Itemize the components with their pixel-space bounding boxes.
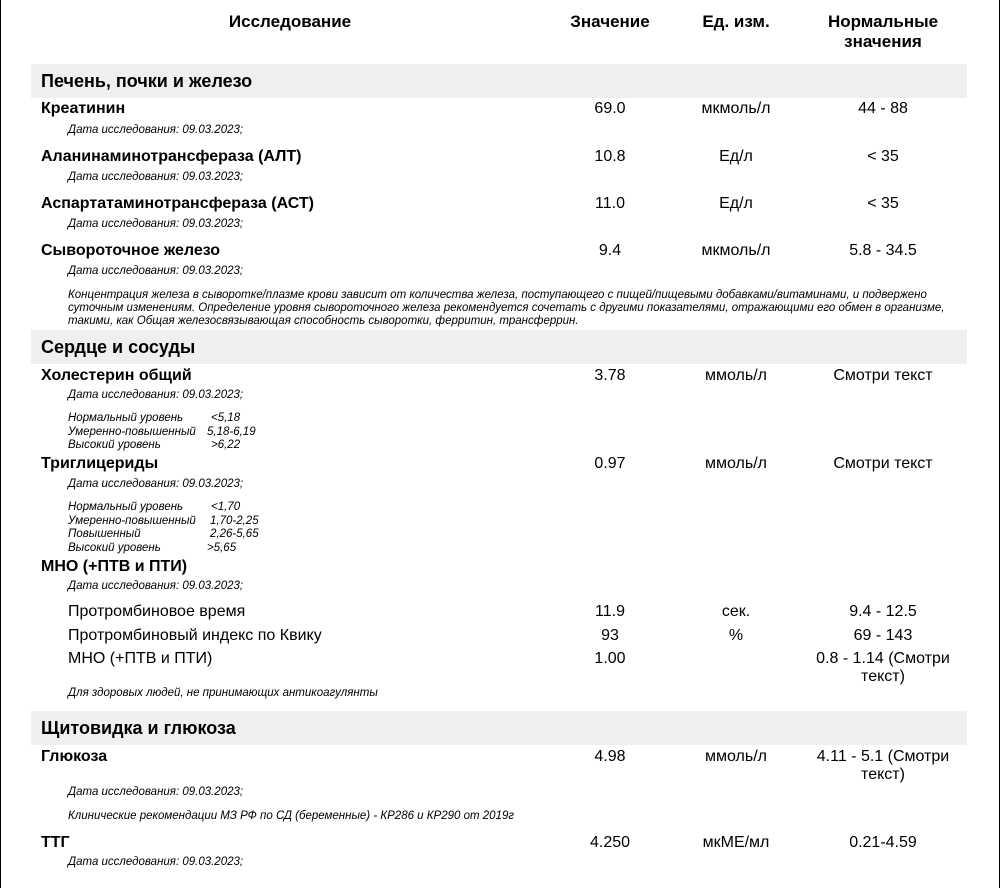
subtest-name: Протромбиновое время: [68, 603, 246, 620]
test-value: 0.97: [594, 455, 626, 472]
test-norm: 9.4 - 12.5: [849, 603, 917, 620]
test-name: Глюкоза: [41, 748, 108, 765]
section-title: Сердце и сосуды: [41, 337, 196, 357]
test-name: МНО (+ПТВ и ПТИ): [41, 558, 188, 575]
range-label: Нормальный уровень: [68, 501, 184, 513]
test-norm: < 35: [867, 148, 899, 165]
test-unit: Ед/л: [719, 195, 753, 212]
test-value: 1.00: [594, 650, 626, 667]
range-value: >6,22: [211, 439, 241, 451]
test-unit: ммоль/л: [705, 367, 767, 384]
range-label: Повышенный: [68, 528, 141, 540]
test-value: 3.78: [594, 367, 626, 384]
iron-note: Концентрация железа в сыворотке/плазме крови зависит от количества железа, поступающего с пищей/пищевыми добавками/витаминами, и подвержено суточным изменениям. Определение уровня сывороточного железа рекомендуется сочетать с другими показателями, отражающими его обмен в организме, такими, как Общая железосвязывающая способность сыворотки, ферритин, трансферрин.: [68, 289, 945, 327]
test-name: Аланинаминотрансфераза (АЛТ): [41, 148, 302, 165]
test-unit: мкМЕ/мл: [702, 834, 770, 851]
range-value: <5,18: [211, 412, 241, 424]
column-header-study: Исследование: [228, 12, 352, 31]
test-value: 4.250: [589, 834, 631, 851]
test-date: Дата исследования: 09.03.2023;: [68, 265, 244, 277]
test-unit: сек.: [721, 603, 751, 620]
section-header-liver: [31, 64, 967, 98]
test-unit: %: [728, 627, 744, 644]
range-label: Высокий уровень: [68, 439, 161, 451]
page-border-left: [0, 0, 1, 888]
test-value: 11.9: [595, 603, 625, 620]
test-name: Аспартатаминотрансфераза (АСТ): [41, 195, 314, 212]
range-value: 1,70-2,25: [210, 514, 259, 527]
test-value: 93: [601, 627, 619, 644]
test-date: Дата исследования: 09.03.2023;: [68, 856, 244, 868]
range-value: 5,18-6,19: [207, 425, 256, 438]
range-value: <1,70: [211, 501, 241, 513]
range-label: Высокий уровень: [68, 541, 161, 554]
test-norm: 69 - 143: [853, 627, 913, 644]
test-unit: ммоль/л: [705, 748, 767, 765]
test-value: 4.98: [594, 748, 626, 765]
test-name: Холестерин общий: [41, 367, 192, 384]
test-unit: ммоль/л: [705, 455, 767, 472]
test-norm: Смотри текст: [833, 367, 933, 384]
test-date: Дата исследования: 09.03.2023;: [68, 171, 244, 183]
range-label: Нормальный уровень: [68, 412, 184, 424]
test-date: Дата исследования: 09.03.2023;: [68, 786, 244, 798]
subtest-name: Протромбиновый индекс по Квику: [68, 627, 322, 644]
test-name: Креатинин: [41, 100, 126, 117]
test-value: 9.4: [598, 242, 622, 259]
test-date: Дата исследования: 09.03.2023;: [68, 580, 244, 592]
test-value: 11.0: [595, 195, 625, 212]
column-header-value: Значение: [570, 12, 650, 31]
test-norm: Смотри текст: [833, 455, 933, 472]
anticoagulant-note: Для здоровых людей, не принимающих антикоагулянты: [68, 687, 378, 699]
column-header-normal-line1: Нормальные: [827, 12, 939, 31]
test-value: 69.0: [594, 100, 626, 117]
test-unit: Ед/л: [719, 148, 753, 165]
subtest-name: МНО (+ПТВ и ПТИ): [68, 650, 213, 667]
test-norm: < 35: [867, 195, 899, 212]
test-norm: 4.11 - 5.1 (Смотри текст): [816, 748, 950, 783]
test-value: 10.8: [594, 148, 626, 165]
test-norm: 0.8 - 1.14 (Смотри текст): [816, 650, 950, 685]
test-name: ТТГ: [41, 834, 70, 851]
column-header-normal-line2: значения: [844, 32, 922, 51]
section-header-thyroid: [31, 711, 967, 745]
test-name: Триглицериды: [41, 455, 159, 472]
test-norm: 0.21-4.59: [849, 834, 917, 851]
test-date: Дата исследования: 09.03.2023;: [68, 478, 244, 490]
range-value: 2,26-5,65: [210, 528, 259, 540]
range-label: Умеренно-повышенный: [68, 425, 196, 438]
test-date: Дата исследования: 09.03.2023;: [68, 218, 244, 230]
section-title: Щитовидка и глюкоза: [41, 718, 236, 738]
test-date: Дата исследования: 09.03.2023;: [68, 124, 244, 136]
test-unit: мкмоль/л: [701, 100, 771, 117]
section-header-heart: [31, 330, 967, 364]
test-norm: 44 - 88: [858, 100, 908, 117]
test-date: Дата исследования: 09.03.2023;: [68, 389, 244, 401]
test-name: Сывороточное железо: [41, 242, 221, 259]
column-header-normal: [800, 12, 966, 52]
range-label: Умеренно-повышенный: [68, 514, 196, 527]
range-value: >5,65: [207, 541, 237, 554]
test-unit: мкмоль/л: [701, 242, 771, 259]
column-header-unit: Ед. изм.: [702, 12, 770, 31]
glucose-note: Клинические рекомендации МЗ РФ по СД (беременные) - КР286 и КР290 от 2019г: [68, 810, 515, 822]
test-norm: 5.8 - 34.5: [849, 242, 917, 259]
section-title: Печень, почки и железо: [41, 71, 253, 91]
